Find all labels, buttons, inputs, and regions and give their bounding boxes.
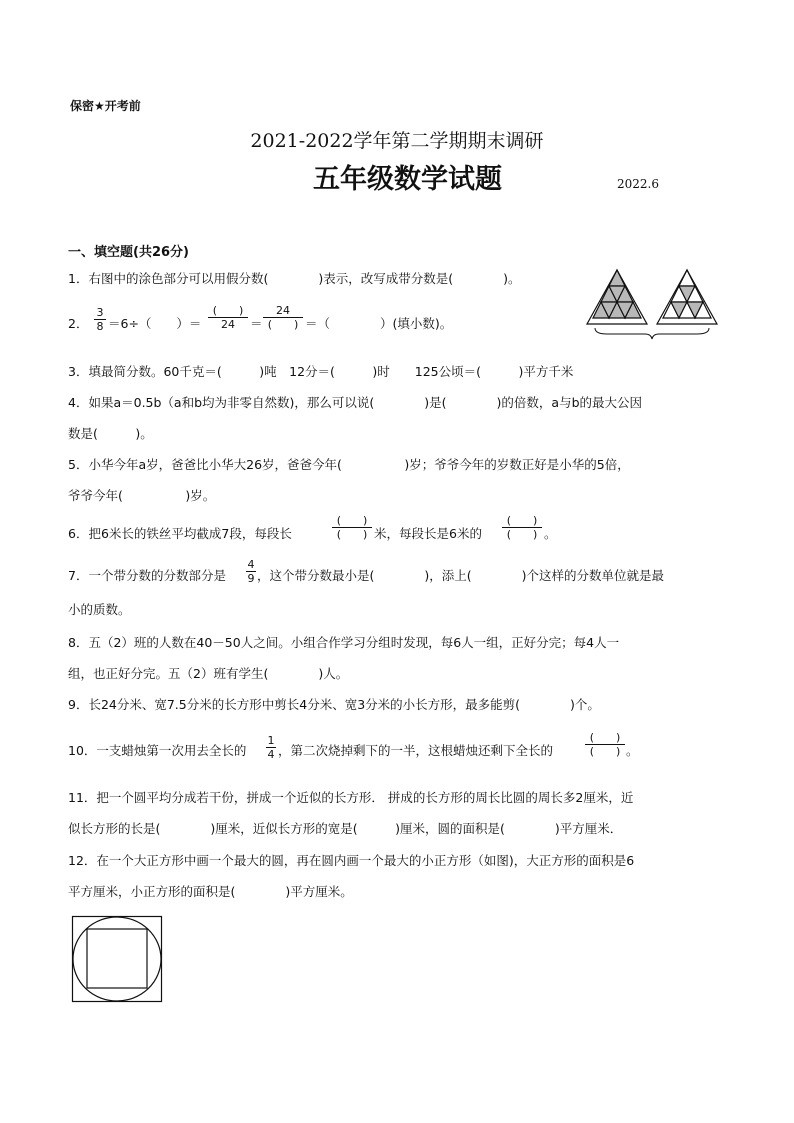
fraction-blank-a: ( ) ( )	[332, 515, 372, 540]
question-2-part1: ＝6÷（ ）＝	[108, 316, 202, 331]
question-6-part2: 米，每段长是6米的	[374, 526, 482, 541]
square-circle-figure	[72, 916, 162, 1002]
question-6-part1: 6．把6米长的铁丝平均截成7段，每段长	[68, 526, 292, 541]
question-6-end: 。	[544, 526, 557, 541]
fraction-4-9: 4 9	[247, 558, 255, 585]
question-9: 9．长24分米、宽7.5分米的长方形中剪长4分米、宽3分米的小长方形，最多能剪( )个。	[68, 697, 600, 712]
question-4-line2: 数是( )。	[68, 426, 153, 441]
question-12-line2: 平方厘米，小正方形的面积是( )平方厘米。	[68, 884, 353, 899]
exam-date: 2022.6	[617, 177, 659, 191]
question-10-part1: 10．一支蜡烛第一次用去全长的	[68, 743, 247, 758]
question-3: 3．填最简分数。60千克＝( )吨 12分＝( )时 125公顷＝( )平方千米	[68, 364, 574, 379]
fraction-1-4: 1 4	[267, 734, 275, 761]
question-7-line2: 小的质数。	[68, 602, 131, 617]
question-12-line1: 12．在一个大正方形中画一个最大的圆，再在圆内画一个最大的小正方形（如图)，大正方形的面积是6	[68, 853, 635, 868]
question-1: 1．右图中的涂色部分可以用假分数( )表示，改写成带分数是( )。	[68, 271, 521, 286]
question-2-part2: ＝	[250, 316, 263, 331]
question-8-line1: 8．五（2）班的人数在40－50人之间。小组合作学习分组时发现，每6人一组，正好分完；每4人一	[68, 635, 620, 650]
question-2-number: 2．	[68, 316, 89, 331]
question-7-part1: 7．一个带分数的分数部分是	[68, 568, 226, 583]
question-4-line1: 4．如果a＝0.5b（a和b均为非零自然数)，那么可以说( )是( )的倍数，a与b的最大公因	[68, 395, 643, 410]
fraction-24-blank: 24 ( )	[263, 305, 303, 330]
question-11-line2: 似长方形的长是( )厘米，近似长方形的宽是( )厘米，圆的面积是( )平方厘米．	[68, 821, 623, 836]
fraction-3-8: 3 8	[94, 307, 106, 332]
question-7-part2: ，这个带分数最小是( )，添上( )个这样的分数单位就是最	[257, 568, 665, 583]
question-10-part2: ，第二次烧掉剩下的一半，这根蜡烛还剩下全长的	[278, 743, 554, 758]
fraction-blank-c: ( ) ( )	[585, 732, 625, 757]
question-10-end: 。	[626, 743, 639, 758]
fraction-blank-24: ( ) 24	[208, 305, 248, 330]
question-2-part3: ＝（ ）(填小数)。	[305, 316, 453, 331]
fraction-blank-b: ( ) ( )	[502, 515, 542, 540]
exam-term-title: 2021-2022学年第二学期期末调研	[250, 130, 544, 152]
question-11-line1: 11．把一个圆平均分成若干份，拼成一个近似的长方形． 拼成的长方形的周长比圆的周长多2厘米，近	[68, 790, 634, 805]
question-8-line2: 组，也正好分完。五（2）班有学生( )人。	[68, 666, 349, 681]
question-5-line2: 爷爷今年( )岁。	[68, 488, 216, 503]
page-title: 五年级数学试题	[313, 164, 502, 195]
triangles-figure	[585, 268, 725, 340]
confidential-mark: 保密★开考前	[70, 99, 141, 113]
section-heading: 一、填空题(共26分)	[68, 245, 189, 260]
question-5-line1: 5．小华今年a岁，爸爸比小华大26岁，爸爸今年( )岁；爷爷今年的岁数正好是小华的5倍，	[68, 457, 630, 472]
